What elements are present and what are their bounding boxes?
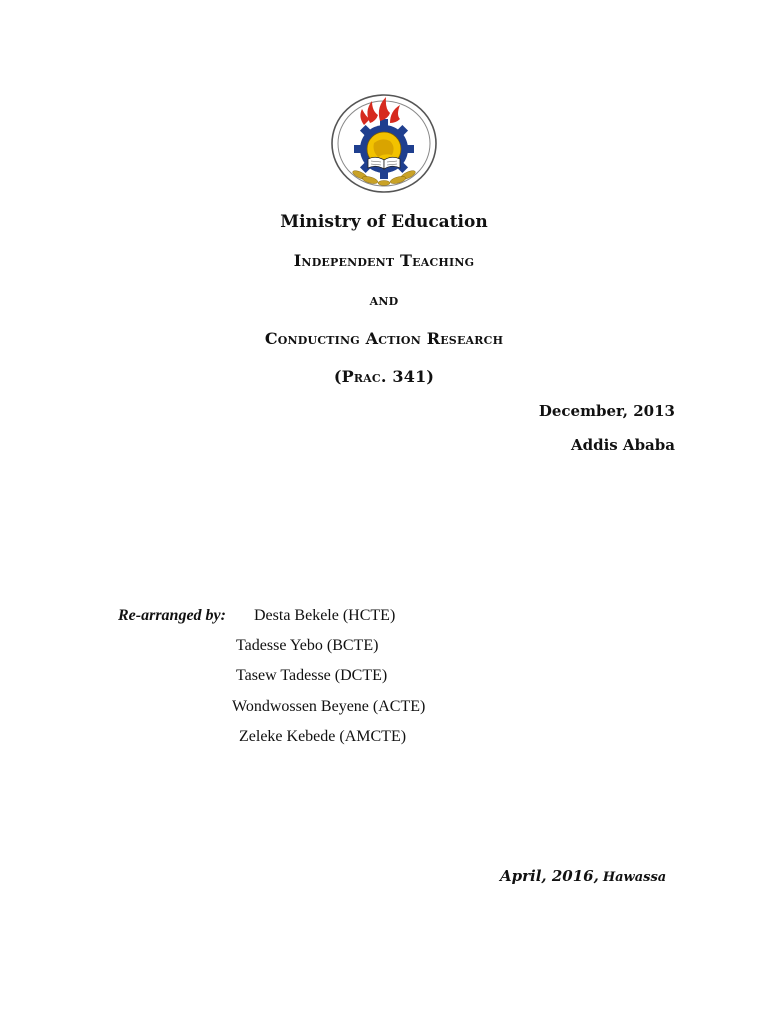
footer-city: Hawassa (602, 870, 667, 885)
credit-name: Tasew Tadesse (DCTE) (236, 667, 388, 684)
footer-date-place (500, 866, 666, 885)
institution-name: Ministry of Education (280, 212, 488, 232)
credit-name: Desta Bekele (HCTE) (254, 607, 396, 624)
footer-date: April, 2016, (500, 867, 599, 885)
credit-name: Tadesse Yebo (BCTE) (236, 637, 379, 654)
document-city: Addis Ababa (570, 436, 675, 454)
title-line-2: and (369, 290, 399, 309)
credits-label: Re-arranged by: (118, 607, 226, 624)
title-line-1: Independent Teaching (293, 251, 475, 270)
course-code: (Prac. 341) (333, 367, 435, 386)
document-date: December, 2013 (538, 402, 675, 420)
ministry-emblem-icon (330, 93, 438, 194)
title-line-3: Conducting Action Research (264, 329, 504, 348)
credit-name: Wondwossen Beyene (ACTE) (232, 698, 426, 715)
credit-name: Zeleke Kebede (AMCTE) (239, 728, 407, 745)
